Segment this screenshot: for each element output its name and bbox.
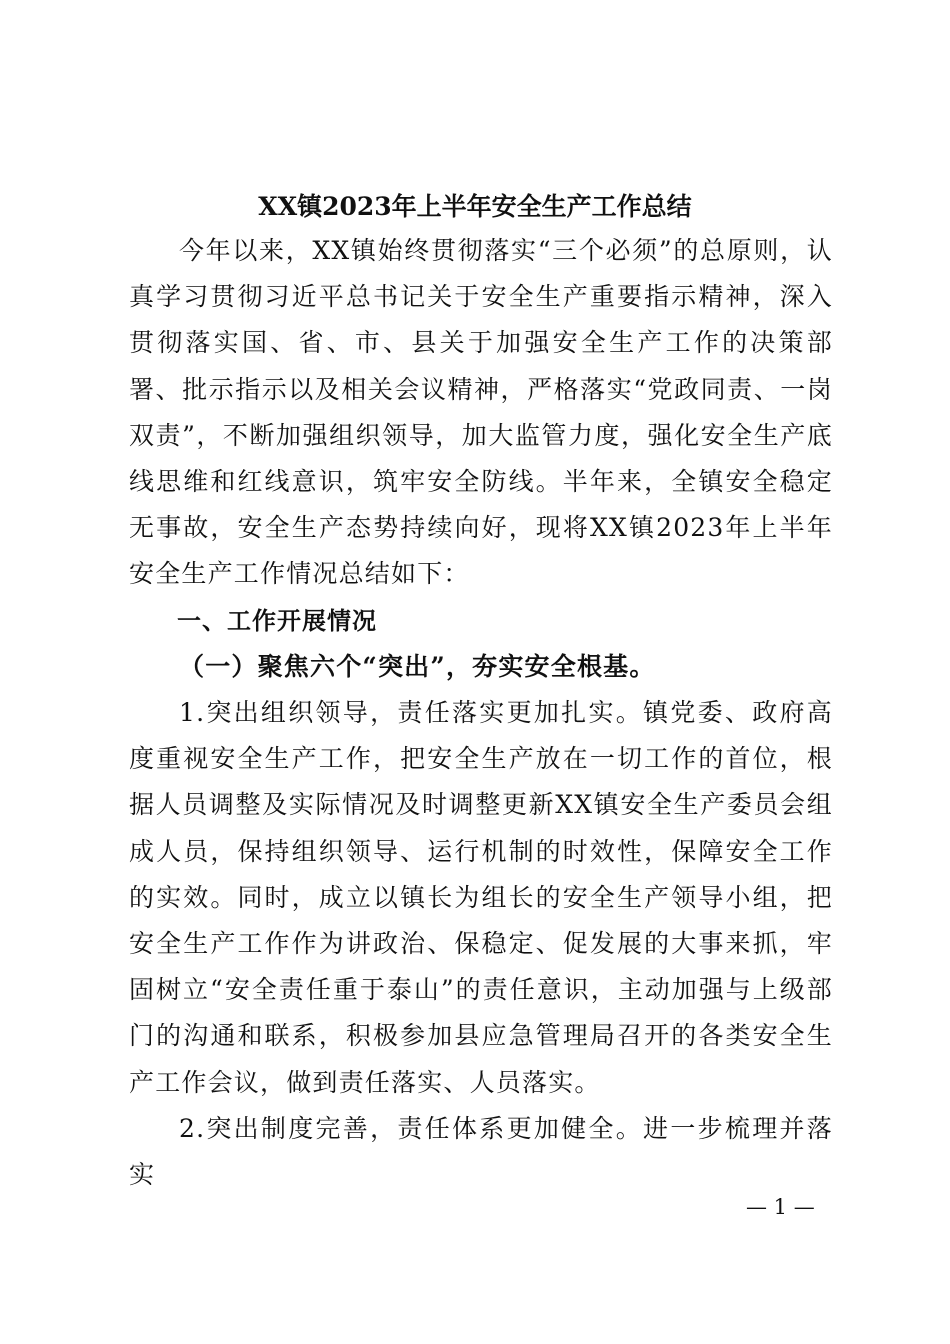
document-title: XX镇2023年上半年安全生产工作总结 [258, 192, 692, 221]
item-paragraph-2: 2.突出制度完善，责任体系更加健全。进一步梳理并落实 [129, 1113, 833, 1190]
intro-paragraph: 今年以来，XX镇始终贯彻落实“三个必须”的总原则，认真学习贯彻习近平总书记关于安全生产重要指示精神，深入贯彻落实国、省、市、县关于加强安全生产工作的决策部署、批示指示以及相关会议精神，严格落实“党政同责、一岗双责”，不断加强组织领导，加大监管力度，强化安全生产底线思维和红线意识，筑牢安全防线。半年来，全镇安全稳定无事故，安全生产态势持续向好，现将XX镇2023年上半年安全生产工作情况总结如下： [129, 236, 833, 589]
section-heading-1: 一、工作开展情况 [177, 606, 377, 635]
item-paragraph-1: 1.突出组织领导，责任落实更加扎实。镇党委、政府高度重视安全生产工作，把安全生产放在一切工作的首位，根据人员调整及实际情况及时调整更新XX镇安全生产委员会组成人员，保持组织领导、运行机制的时效性，保障安全工作的实效。同时，成立以镇长为组长的安全生产领导小组，把安全生产工作作为讲政治、保稳定、促发展的大事来抓，牢固树立“安全责任重于泰山”的责任意识，主动加强与上级部门的沟通和联系，积极参加县应急管理局召开的各类安全生产工作会议，做到责任落实、人员落实。 [129, 698, 833, 1097]
page-number: — 1 — [746, 1195, 815, 1219]
subsection-heading-1: （一）聚焦六个“突出”，夯实安全根基。 [179, 651, 656, 681]
document-body [129, 228, 833, 1198]
